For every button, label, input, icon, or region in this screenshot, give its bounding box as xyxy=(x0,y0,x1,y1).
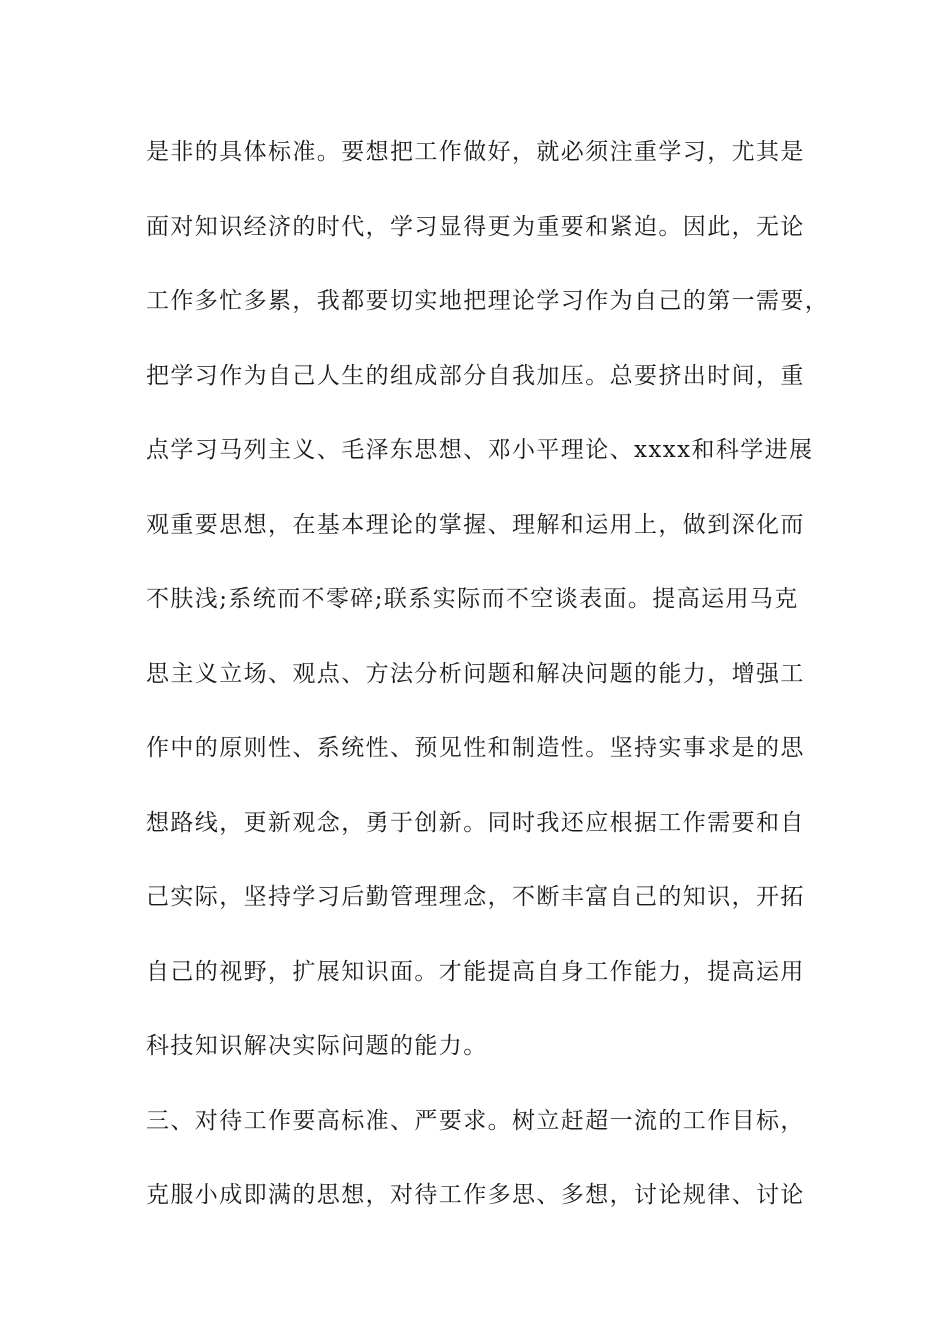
text-line: 思主义立场、观点、方法分析问题和解决问题的能力，增强工 xyxy=(146,660,805,687)
text-line: 自己的视野，扩展知识面。才能提高自身工作能力，提高运用 xyxy=(146,958,805,985)
text-line: 想路线，更新观念，勇于创新。同时我还应根据工作需要和自 xyxy=(146,809,805,836)
text-line: 把学习作为自己人生的组成部分自我加压。总要挤出时间，重 xyxy=(146,362,805,389)
text-line: 己实际，坚持学习后勤管理理念，不断丰富自己的知识，开拓 xyxy=(146,884,805,910)
text-line: 三、对待工作要高标准、严要求。树立赶超一流的工作目标， xyxy=(146,1107,805,1134)
text-line: 面对知识经济的时代，学习显得更为重要和紧迫。因此，无论 xyxy=(146,213,805,240)
text-line: 作中的原则性、系统性、预见性和制造性。坚持实事求是的思 xyxy=(146,735,805,761)
text-line: 不肤浅;系统而不零碎;联系实际而不空谈表面。提高运用马克 xyxy=(146,586,799,612)
text-line: 观重要思想，在基本理论的掌握、理解和运用上，做到深化而 xyxy=(146,511,805,538)
text-line: 工作多忙多累，我都要切实地把理论学习作为自己的第一需要， xyxy=(146,288,830,314)
body-text xyxy=(146,132,830,1250)
text-line: 克服小成即满的思想，对待工作多思、多想，讨论规律、讨论 xyxy=(146,1182,805,1208)
text-line: 是非的具体标准。要想把工作做好，就必须注重学习，尤其是 xyxy=(146,139,805,165)
text-line: 点学习马列主义、毛泽东思想、邓小平理论、xxxx和科学进展 xyxy=(146,437,814,463)
text-line: 科技知识解决实际问题的能力。 xyxy=(146,1033,488,1059)
